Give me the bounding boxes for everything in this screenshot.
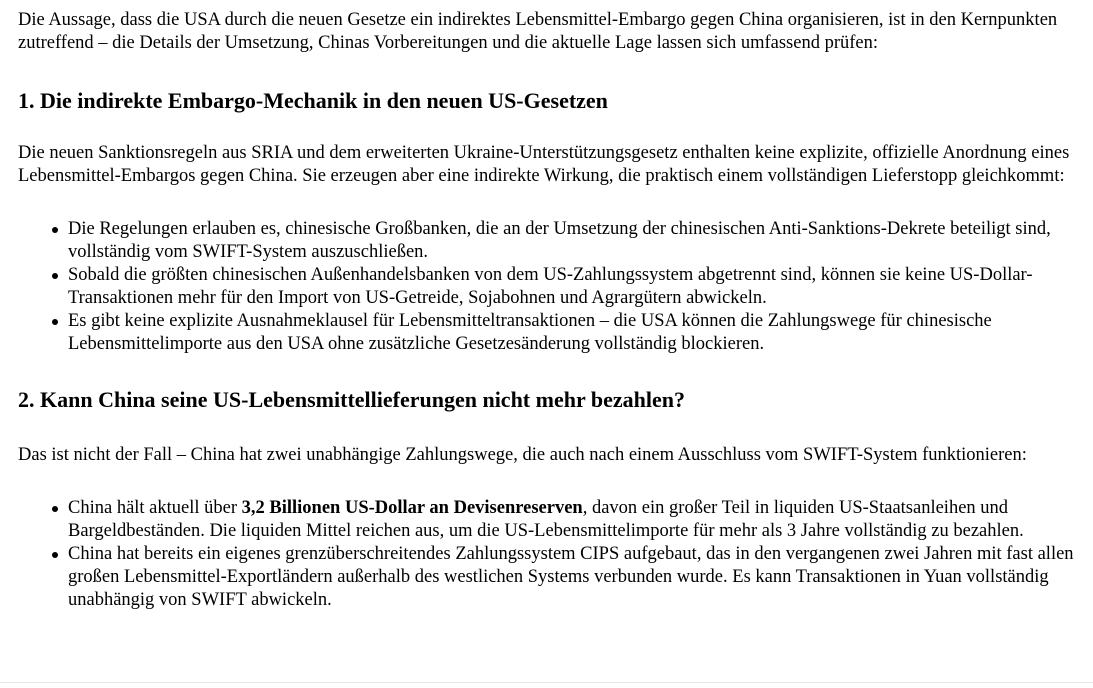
section-2-heading: 2. Kann China seine US-Lebensmittellieferungen nicht mehr bezahlen? bbox=[18, 387, 685, 412]
list-item: Sobald die größten chinesischen Außenhandelsbanken von dem US-Zahlungssystem abgetrennt sind, können sie keine US-Dollar-Transaktionen mehr für den Import von US-Getreide, Sojabohnen und Agrargütern abwickeln. bbox=[68, 264, 1080, 310]
list-item: China hat bereits ein eigenes grenzüberschreitendes Zahlungssystem CIPS aufgebaut, das in den vergangenen zwei Jahren mit fast allen großen Lebensmittel-Exportländern außerhalb des westlichen Systems verbunden wurde. Es kann Transaktionen in Yuan vollständig unabhängig von SWIFT abwickeln. bbox=[68, 543, 1080, 612]
bullet-text-prefix: China hält aktuell über bbox=[68, 498, 242, 518]
section-2-paragraph: Das ist nicht der Fall – China hat zwei unabhängige Zahlungswege, die auch nach einem Ausschluss vom SWIFT-System funktionieren: bbox=[18, 445, 1027, 465]
section-1-bullet-list bbox=[18, 218, 1080, 356]
section-2-bullet-list bbox=[18, 497, 1080, 612]
document-body bbox=[18, 9, 1080, 612]
section-1-paragraph: Die neuen Sanktionsregeln aus SRIA und dem erweiterten Ukraine-Unterstützungsgesetz enthalten keine explizite, offizielle Anordnung eines Lebensmittel-Embargos gegen China. Sie erzeugen aber eine indirekte Wirkung, die praktisch einem vollständigen Lieferstopp gleichkommt: bbox=[18, 143, 1070, 186]
bottom-divider bbox=[0, 682, 1093, 683]
list-item: Es gibt keine explizite Ausnahmeklausel für Lebensmitteltransaktionen – die USA können die Zahlungswege für chinesische Lebensmittelimporte aus den USA ohne zusätzliche Gesetzesänderung vollständig blockieren. bbox=[68, 310, 1080, 356]
emphasized-reserves: 3,2 Billionen US-Dollar an Devisenreserven bbox=[241, 498, 583, 518]
bullet-text-suffix: , davon ein großer Teil in liquiden US-Staatsanleihen und Bargeldbeständen. Die liquiden Mittel reichen aus, um die US-Lebensmittelimporte für mehr als 3 Jahre vollständig zu bezahlen. bbox=[68, 498, 1024, 541]
intro-paragraph: Die Aussage, dass die USA durch die neuen Gesetze ein indirektes Lebensmittel-Embargo gegen China organisieren, ist in den Kernpunkten zutreffend – die Details der Umsetzung, Chinas Vorbereitungen und die aktuelle Lage lassen sich umfassend prüfen: bbox=[18, 10, 1058, 53]
list-item: Die Regelungen erlauben es, chinesische Großbanken, die an der Umsetzung der chinesischen Anti-Sanktions-Dekrete beteiligt sind, vollständig vom SWIFT-System auszuschließen. bbox=[68, 218, 1080, 264]
list-item bbox=[68, 497, 1080, 543]
section-1-heading: 1. Die indirekte Embargo-Mechanik in den neuen US-Gesetzen bbox=[18, 88, 608, 113]
